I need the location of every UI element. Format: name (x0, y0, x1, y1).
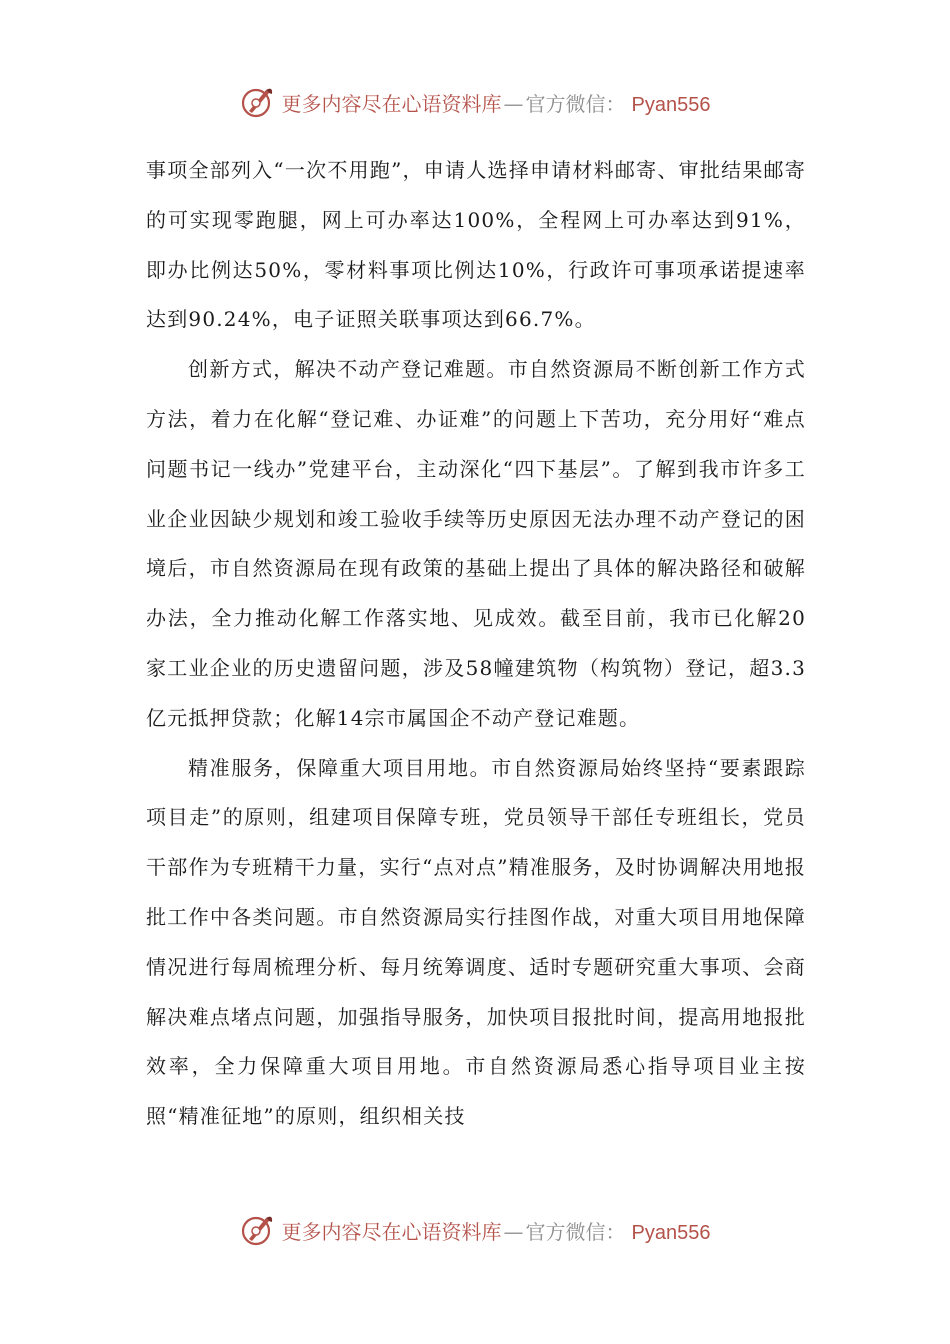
banner-separator: — (503, 1219, 524, 1244)
banner-wechat-id: Pyan556 (631, 1221, 711, 1244)
document-body (146, 146, 806, 1142)
paragraph-1: 事项全部列入“一次不用跑”，申请人选择申请材料邮寄、审批结果邮寄的可实现零跑腿，网上可办率达100%，全程网上可办率达到91%，即办比例达50%，零材料事项比例达10%，行政许可事项承诺提速率达到90.24%，电子证照关联事项达到66.7%。 (146, 158, 806, 332)
banner-main-text: 更多内容尽在心语资料库 (281, 91, 502, 116)
banner-wechat-id: Pyan556 (631, 93, 711, 116)
banner-text (282, 1216, 711, 1245)
banner-separator: — (503, 91, 524, 116)
banner-main-text: 更多内容尽在心语资料库 (281, 1219, 502, 1244)
paragraph-3: 精准服务，保障重大项目用地。市自然资源局始终坚持“要素跟踪项目走”的原则，组建项目保障专班，党员领导干部任专班组长，党员干部作为专班精干力量，实行“点对点”精准服务，及时协调解决用地报批工作中各类问题。市自然资源局实行挂图作战，对重大项目用地保障情况进行每周梳理分析、每月统筹调度、适时专题研究重大事项、会商解决难点堵点问题，加强指导服务，加快项目报批时间，提高用地报批效率，全力保障重大项目用地。市自然资源局悉心指导项目业主按照“精准征地”的原则，组织相关技 (146, 755, 806, 1129)
banner-wechat-label: 官方微信： (525, 91, 626, 116)
quill-pen-circle-logo-icon (240, 84, 276, 120)
paragraph-2: 创新方式，解决不动产登记难题。市自然资源局不断创新工作方式方法，着力在化解“登记难、办证难”的问题上下苦功，充分用好“难点问题书记一线办”党建平台，主动深化“四下基层”。了解到我市许多工业企业因缺少规划和竣工验收手续等历史原因无法办理不动产登记的困境后，市自然资源局在现有政策的基础上提出了具体的解决路径和破解办法，全力推动化解工作落实地、见成效。截至目前，我市已化解20家工业企业的历史遗留问题，涉及58幢建筑物（构筑物）登记，超3.3亿元抵押贷款；化解14宗市属国企不动产登记难题。 (146, 357, 806, 730)
banner-text (282, 88, 711, 117)
header-banner (0, 80, 950, 124)
quill-pen-circle-logo-icon (240, 1212, 276, 1248)
banner-wechat-label: 官方微信： (525, 1219, 626, 1244)
footer-banner (0, 1208, 950, 1252)
